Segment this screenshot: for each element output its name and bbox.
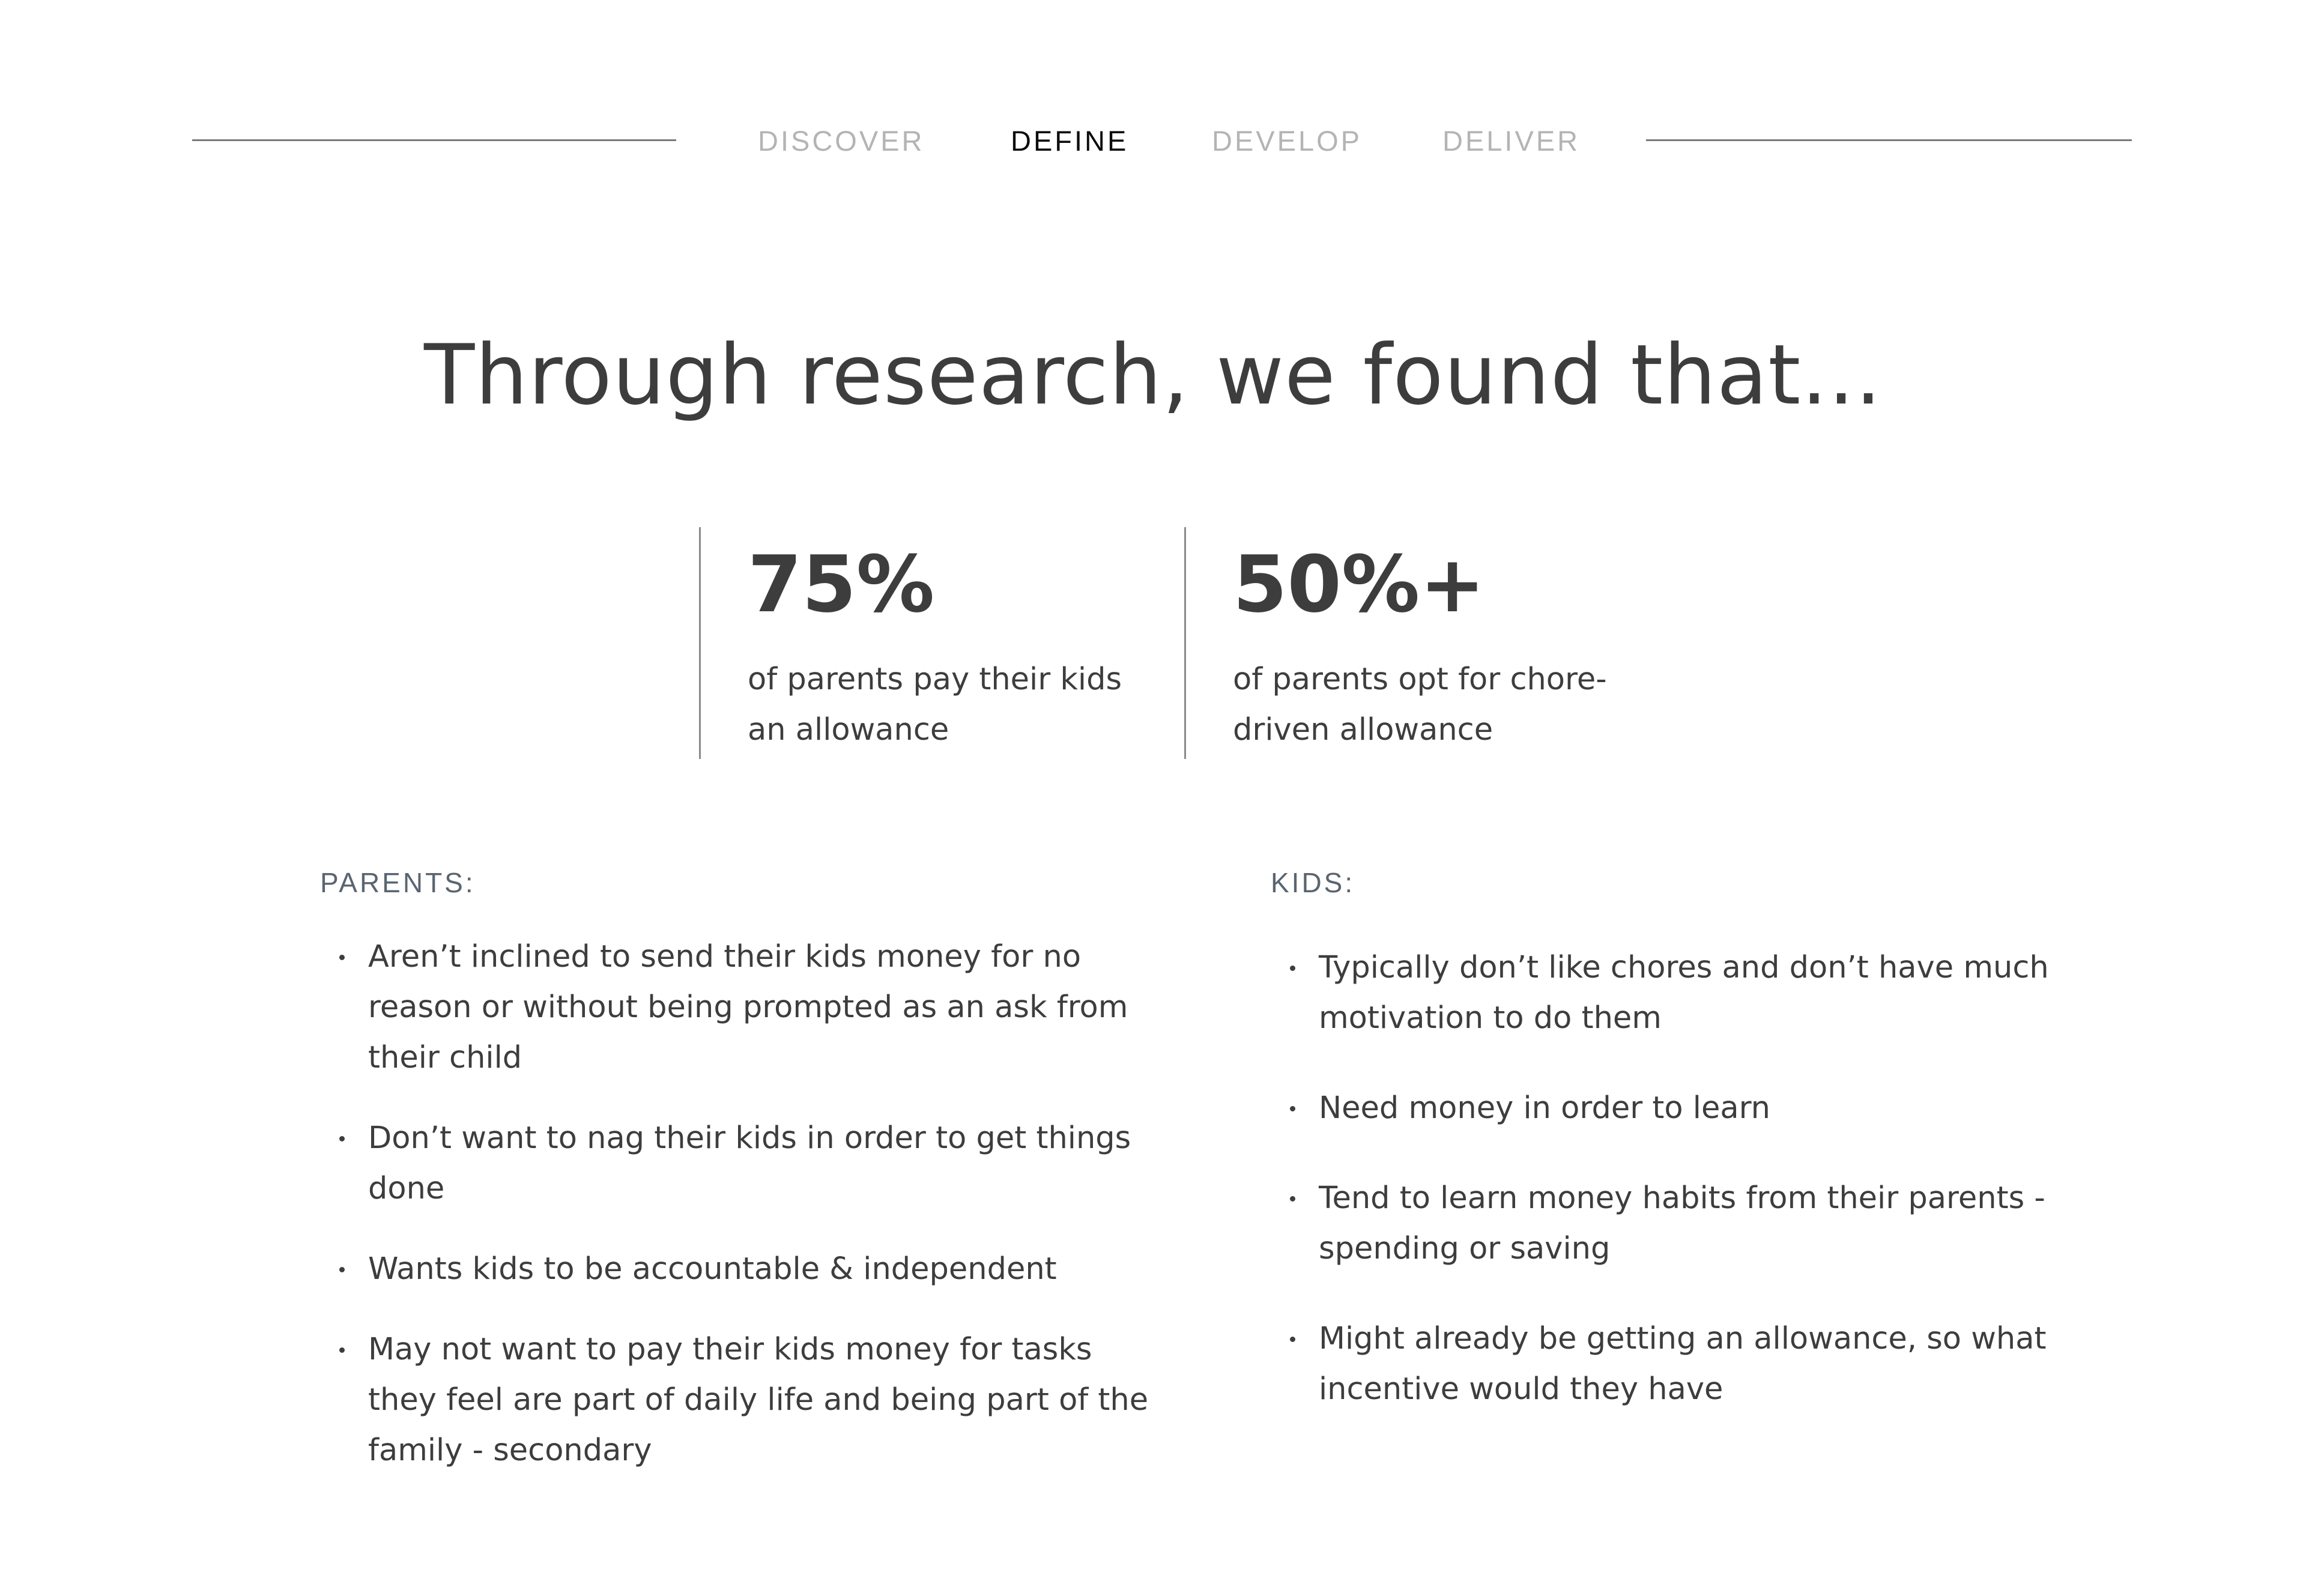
list-item — [320, 1244, 1155, 1295]
process-nav — [721, 123, 1609, 159]
list-item — [1271, 943, 2051, 1044]
bullet-icon — [1290, 1196, 1295, 1202]
parents-list — [320, 932, 1155, 1506]
bullet-icon — [339, 955, 345, 960]
stat-description: of parents opt for chore-driven allowance — [1233, 662, 1607, 748]
nav-divider-right — [1646, 139, 2132, 141]
stat-description: of parents pay their kids an allowance — [748, 662, 1122, 748]
list-item-text: May not want to pay their kids money for tasks they feel are part of daily life and being part of the family - secondary — [368, 1332, 1149, 1468]
list-item — [1271, 1083, 2051, 1134]
stat-value: 75% — [748, 539, 935, 630]
list-item-text: Don’t want to nag their kids in order to get things done — [368, 1120, 1131, 1206]
page-headline: Through research, we found that... — [424, 327, 1882, 423]
list-item — [320, 1325, 1155, 1476]
list-item-text: Might already be getting an allowance, so what incentive would they have — [1319, 1321, 2047, 1407]
bullet-icon — [1290, 966, 1295, 971]
tab-define[interactable]: DEFINE — [1011, 125, 1129, 157]
kids-heading: KIDS: — [1271, 867, 1355, 898]
stat-chore-allowance — [1184, 527, 1642, 759]
list-item — [1271, 1173, 2051, 1274]
list-item — [1271, 1314, 2051, 1415]
parents-section — [320, 865, 1155, 1468]
list-item-text: Tend to learn money habits from their parents - spending or saving — [1319, 1180, 2045, 1266]
bullet-icon — [339, 1347, 345, 1353]
nav-divider-left — [192, 139, 676, 141]
bullet-icon — [1290, 1106, 1295, 1111]
kids-section — [1271, 865, 2051, 1407]
list-item-text: Need money in order to learn — [1319, 1090, 1770, 1126]
list-item — [320, 932, 1155, 1083]
parents-heading: PARENTS: — [320, 867, 476, 898]
bullet-icon — [339, 1136, 345, 1141]
stat-value: 50%+ — [1233, 539, 1486, 630]
list-item — [320, 1113, 1155, 1214]
kids-list — [1271, 943, 2051, 1454]
tab-develop[interactable]: DEVELOP — [1212, 125, 1363, 157]
bullet-icon — [1290, 1337, 1295, 1342]
list-item-text: Typically don’t like chores and don’t have much motivation to do them — [1319, 950, 2049, 1036]
tab-discover[interactable]: DISCOVER — [758, 125, 925, 157]
tab-deliver[interactable]: DELIVER — [1442, 125, 1581, 157]
bullet-icon — [339, 1267, 345, 1272]
list-item-text: Wants kids to be accountable & independent — [368, 1251, 1057, 1287]
stat-allowance — [699, 527, 1157, 759]
list-item-text: Aren’t inclined to send their kids money for no reason or without being prompted as an ask from their child — [368, 939, 1128, 1075]
